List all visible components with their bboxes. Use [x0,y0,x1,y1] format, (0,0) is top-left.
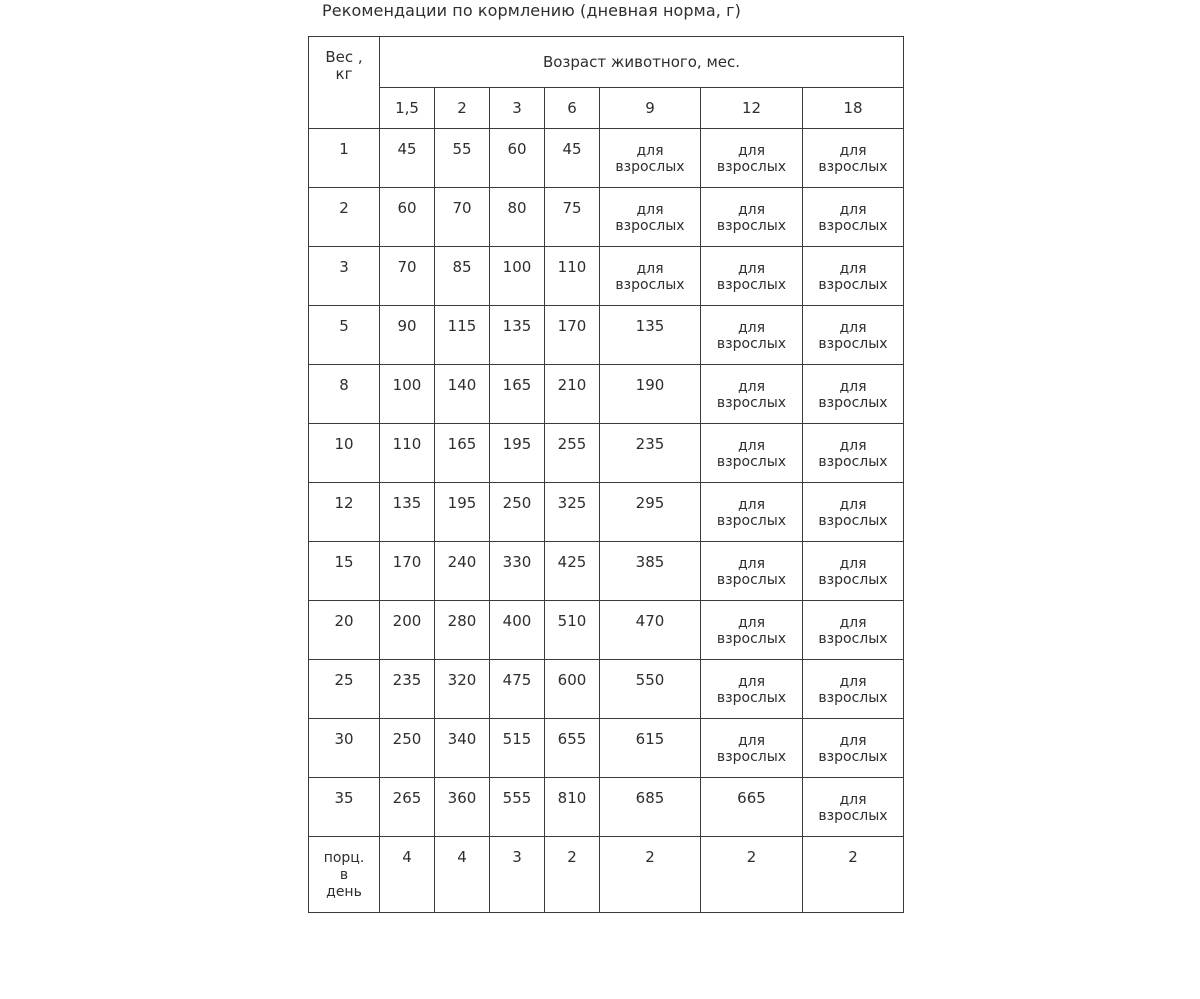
cell-value: 685 [635,789,665,807]
cell-value: 340 [447,730,477,748]
table-cell [490,542,545,601]
cell-value: для взрослых [818,733,888,765]
table-cell [803,306,904,365]
weight-cell [309,660,380,719]
table-cell [545,188,600,247]
portions-cell [803,837,904,913]
cell-value: для взрослых [818,261,888,293]
weight-cell [309,188,380,247]
cell-value: 45 [562,140,582,158]
cell-value: 70 [397,258,417,276]
table-row [309,601,904,660]
cell-value: 240 [447,553,477,571]
table-cell [701,483,803,542]
table-cell [600,188,701,247]
cell-value: для взрослых [818,497,888,529]
table-cell [600,247,701,306]
portions-cell [545,837,600,913]
table-cell [545,424,600,483]
cell-value: 515 [502,730,532,748]
cell-value: 100 [392,376,422,394]
table-cell [545,365,600,424]
table-cell [701,424,803,483]
table-cell [600,483,701,542]
weight-cell [309,306,380,365]
portions-cell [435,837,490,913]
weight-cell [309,601,380,660]
cell-value: 195 [447,494,477,512]
cell-value: 250 [392,730,422,748]
cell-value: для взрослых [716,143,787,175]
cell-value: 60 [397,199,417,217]
cell-value: для взрослых [716,438,787,470]
table-cell [600,129,701,188]
weight-value: 2 [339,199,349,217]
table-cell [490,778,545,837]
table-cell [490,424,545,483]
cell-value: для взрослых [615,202,685,234]
table-cell [803,247,904,306]
table-body [309,129,904,913]
weight-value: 12 [334,494,354,512]
cell-value: 385 [635,553,665,571]
weight-value: 15 [334,553,354,571]
table-cell [545,719,600,778]
cell-value: 550 [635,671,665,689]
age-header-cell: 9 [600,88,701,129]
table-cell [435,660,490,719]
cell-value: 235 [392,671,422,689]
table-cell [600,778,701,837]
cell-value: 425 [557,553,587,571]
table-cell [435,601,490,660]
table-cell [545,542,600,601]
feeding-table [308,36,904,913]
cell-value: 75 [562,199,582,217]
table-cell [545,483,600,542]
weight-cell [309,365,380,424]
portions-value: 2 [645,848,655,866]
table-cell [600,719,701,778]
table-cell [600,365,701,424]
table-cell [490,129,545,188]
weight-value: 30 [334,730,354,748]
portions-value: 2 [746,848,757,866]
age-header-cell: 18 [803,88,904,129]
table-cell [435,719,490,778]
table-cell [380,424,435,483]
table-row [309,247,904,306]
table-row [309,542,904,601]
cell-value: для взрослых [716,497,787,529]
weight-cell [309,129,380,188]
table-cell [545,247,600,306]
table-cell [490,247,545,306]
table-row [309,306,904,365]
cell-value: 55 [452,140,472,158]
portions-value: 3 [512,848,522,866]
age-header-cell: 12 [701,88,803,129]
cell-value: 110 [557,258,587,276]
table-cell [380,247,435,306]
cell-value: для взрослых [716,733,787,765]
portions-cell [380,837,435,913]
age-header-cell: 1,5 [380,88,435,129]
cell-value: 135 [502,317,532,335]
cell-value: 135 [635,317,665,335]
cell-value: для взрослых [716,615,787,647]
cell-value: для взрослых [716,674,787,706]
weight-value: 1 [339,140,349,158]
table-cell [803,365,904,424]
cell-value: 165 [447,435,477,453]
cell-value: 195 [502,435,532,453]
cell-value: 210 [557,376,587,394]
table-cell [380,483,435,542]
cell-value: 615 [635,730,665,748]
cell-value: 140 [447,376,477,394]
table-cell [803,542,904,601]
table-cell [701,719,803,778]
cell-value: 510 [557,612,587,630]
table-cell [701,365,803,424]
portions-cell [490,837,545,913]
cell-value: для взрослых [818,615,888,647]
cell-value: для взрослых [818,202,888,234]
cell-value: для взрослых [615,261,685,293]
table-cell [701,601,803,660]
table-row [309,188,904,247]
table-cell [701,129,803,188]
table-cell [701,542,803,601]
cell-value: 135 [392,494,422,512]
cell-value: для взрослых [818,143,888,175]
table-cell [803,660,904,719]
cell-value: 470 [635,612,665,630]
cell-value: 110 [392,435,422,453]
portions-label: порц. в день [323,850,365,900]
cell-value: 85 [452,258,472,276]
cell-value: 265 [392,789,422,807]
cell-value: 810 [557,789,587,807]
weight-value: 20 [334,612,354,630]
weight-cell [309,483,380,542]
age-column-header: Возраст животного, мес. [380,37,904,88]
table-cell [380,188,435,247]
weight-value: 35 [334,789,354,807]
table-cell [600,424,701,483]
cell-value: 360 [447,789,477,807]
table-cell [803,424,904,483]
cell-value: 115 [447,317,477,335]
table-cell [380,365,435,424]
table-cell [545,778,600,837]
table-cell [490,601,545,660]
portions-value: 2 [567,848,577,866]
table-cell [380,660,435,719]
weight-cell [309,719,380,778]
cell-value: для взрослых [818,792,888,824]
portions-value: 4 [402,848,412,866]
table-cell [435,247,490,306]
cell-value: 100 [502,258,532,276]
cell-value: 255 [557,435,587,453]
age-values-row [309,88,904,129]
page-title: Рекомендации по кормлению (дневная норма, г) [322,1,741,20]
table-cell [435,424,490,483]
table-cell [701,306,803,365]
cell-value: для взрослых [818,438,888,470]
portions-cell [701,837,803,913]
table-cell [435,365,490,424]
table-row [309,778,904,837]
cell-value: 90 [397,317,417,335]
weight-value: 3 [339,258,349,276]
weight-value: 25 [334,671,354,689]
table-cell [803,778,904,837]
portions-value: 2 [848,848,858,866]
cell-value: 235 [635,435,665,453]
cell-value: для взрослых [818,674,888,706]
table-cell [600,601,701,660]
cell-value: 655 [557,730,587,748]
table-row [309,365,904,424]
table-cell [380,306,435,365]
table-row [309,129,904,188]
cell-value: для взрослых [716,320,787,352]
table-cell [803,129,904,188]
table-cell [545,601,600,660]
cell-value: для взрослых [716,261,787,293]
cell-value: для взрослых [818,379,888,411]
cell-value: 165 [502,376,532,394]
cell-value: 170 [557,317,587,335]
cell-value: 170 [392,553,422,571]
table-cell [803,188,904,247]
table-cell [380,542,435,601]
table-cell [490,365,545,424]
portions-value: 4 [457,848,467,866]
table-cell [490,188,545,247]
weight-header-text: Вес , кг [325,48,363,83]
table-cell [435,483,490,542]
table-cell [600,542,701,601]
cell-value: 295 [635,494,665,512]
table-cell [490,483,545,542]
table-cell [380,129,435,188]
cell-value: 45 [397,140,417,158]
age-header-cell: 2 [435,88,490,129]
table-row [309,424,904,483]
cell-value: 280 [447,612,477,630]
age-header-cell: 3 [490,88,545,129]
table-cell [380,719,435,778]
cell-value: 60 [507,140,527,158]
age-header-cell: 6 [545,88,600,129]
table-cell [545,660,600,719]
weight-value: 8 [339,376,349,394]
weight-cell [309,778,380,837]
cell-value: 200 [392,612,422,630]
cell-value: для взрослых [615,143,685,175]
cell-value: 190 [635,376,665,394]
weight-cell [309,247,380,306]
table-cell [701,188,803,247]
cell-value: для взрослых [818,320,888,352]
weight-value: 10 [334,435,354,453]
table-header-row [309,37,904,88]
cell-value: 320 [447,671,477,689]
table-cell [380,778,435,837]
cell-value: 250 [502,494,532,512]
portions-label-cell [309,837,380,913]
table-cell [803,601,904,660]
cell-value: 665 [737,789,766,807]
cell-value: 400 [502,612,532,630]
table-cell [701,778,803,837]
weight-value: 5 [339,317,349,335]
table-row [309,483,904,542]
table-cell [490,660,545,719]
cell-value: 325 [557,494,587,512]
table-cell [380,601,435,660]
weight-cell [309,424,380,483]
table-cell [435,129,490,188]
table-cell [803,483,904,542]
cell-value: 330 [502,553,532,571]
cell-value: 600 [557,671,587,689]
table-cell [545,306,600,365]
table-cell [701,660,803,719]
table-cell [545,129,600,188]
weight-column-header [309,37,380,129]
cell-value: для взрослых [716,379,787,411]
table-cell [600,660,701,719]
table-cell [435,778,490,837]
table-cell [803,719,904,778]
cell-value: для взрослых [716,556,787,588]
cell-value: 70 [452,199,472,217]
table-row [309,719,904,778]
table-cell [435,306,490,365]
table-cell [490,306,545,365]
cell-value: 555 [502,789,532,807]
cell-value: для взрослых [716,202,787,234]
cell-value: 80 [507,199,527,217]
cell-value: 475 [502,671,532,689]
table-cell [701,247,803,306]
cell-value: для взрослых [818,556,888,588]
table-cell [490,719,545,778]
table-row [309,660,904,719]
table-cell [600,306,701,365]
portions-row [309,837,904,913]
weight-cell [309,542,380,601]
portions-cell [600,837,701,913]
table-cell [435,188,490,247]
table-cell [435,542,490,601]
